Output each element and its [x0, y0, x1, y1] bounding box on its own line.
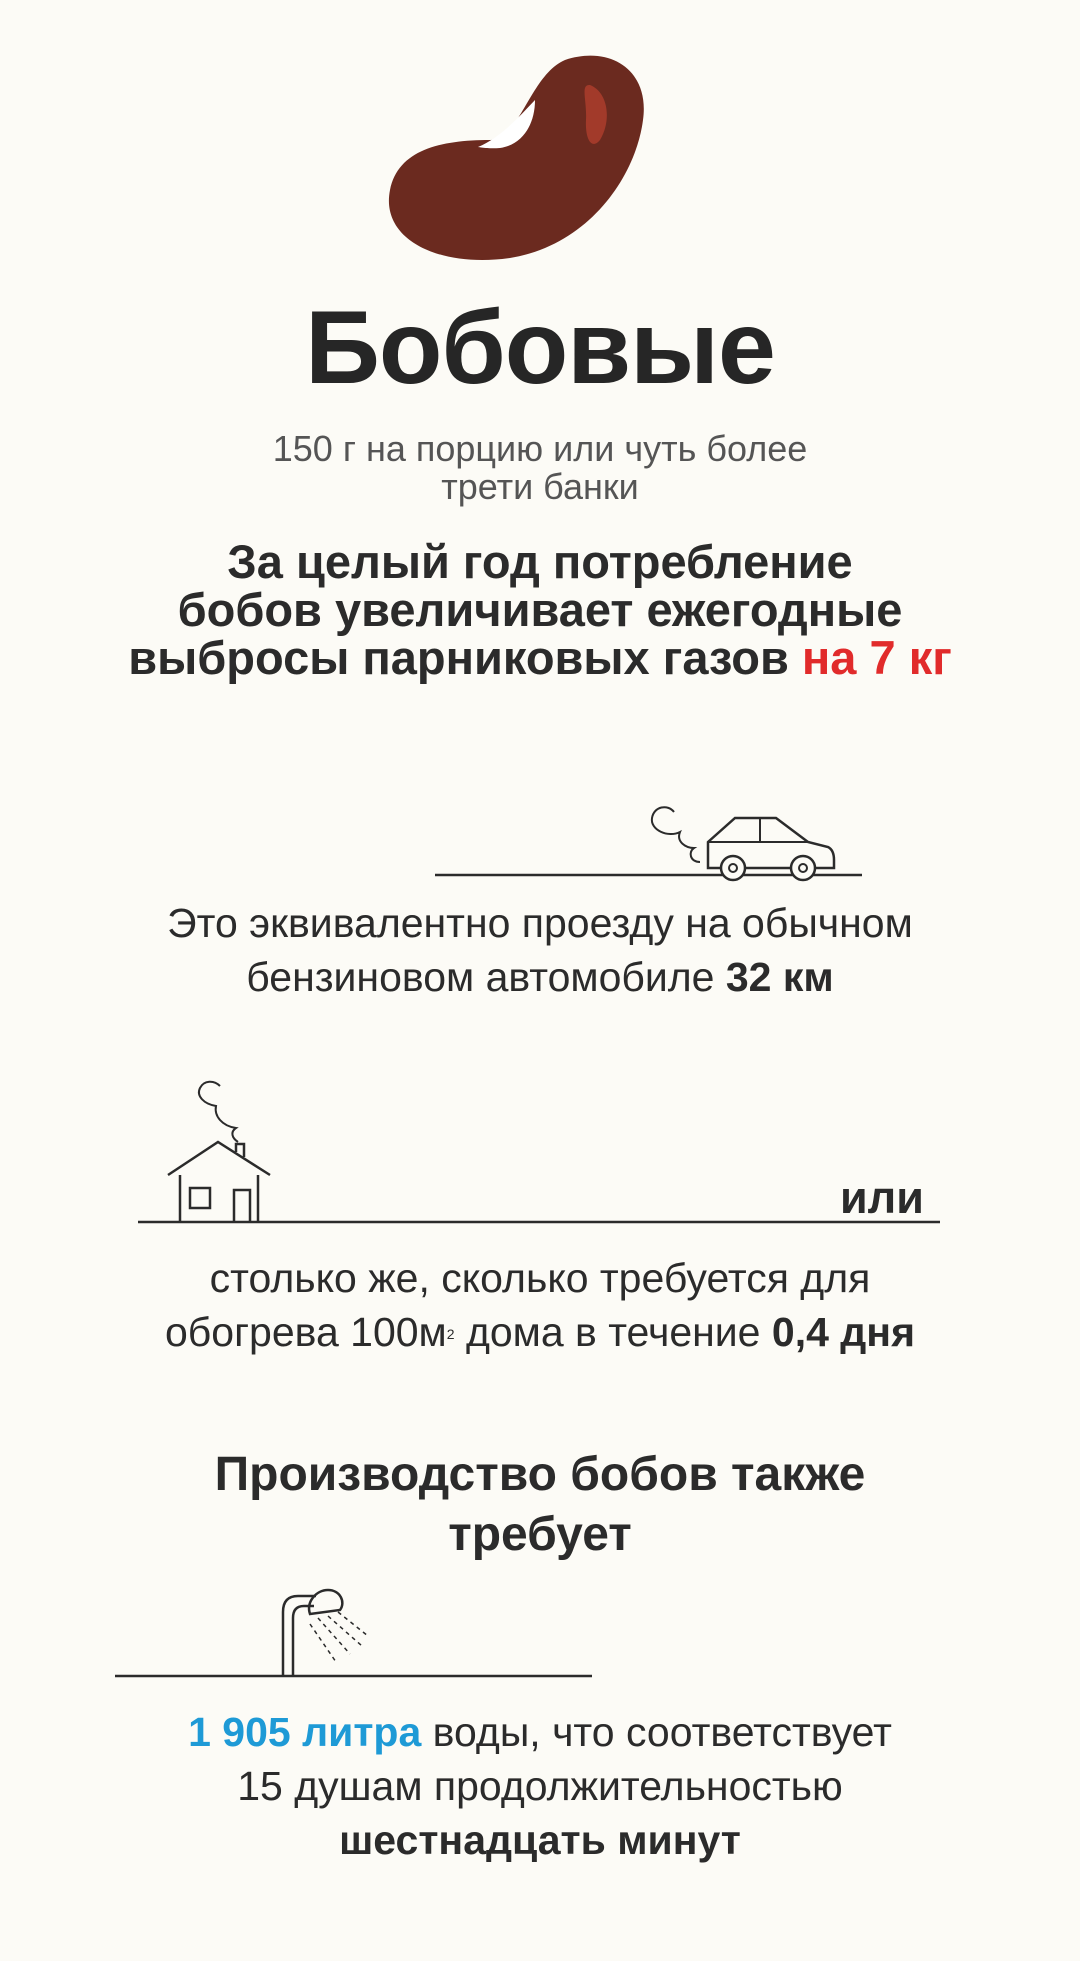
production-line-1: Производство бобов также	[214, 1448, 866, 1501]
headline-line-3	[0, 631, 1080, 684]
bean-icon	[0, 0, 1080, 280]
headline-line-1: За целый год потребление	[227, 535, 853, 588]
water-line-1	[0, 1705, 1080, 1759]
car-line-2-text: бензиновом автомобиле	[246, 954, 726, 1000]
square-superscript: 2	[446, 1326, 455, 1342]
water-value: 1 905 литра	[188, 1709, 422, 1755]
production-heading	[0, 1445, 1080, 1565]
house-line-2-mid: дома в течение	[454, 1309, 772, 1355]
production-line-2: требует	[448, 1508, 632, 1561]
heating-days-value: 0,4 дня	[771, 1309, 915, 1355]
or-label: или	[840, 1172, 924, 1223]
water-line-2: 15 душам продолжительностью	[237, 1763, 843, 1809]
water-equivalent	[0, 1705, 1080, 1867]
shower-icon	[0, 1580, 1080, 1690]
headline-line-2: бобов увеличивает ежегодные	[177, 583, 903, 636]
car-line-2	[0, 950, 1080, 1004]
emissions-headline	[0, 535, 1080, 684]
water-line-1-text: воды, что соответствует	[421, 1709, 892, 1755]
water-line-3: шестнадцать минут	[339, 1817, 741, 1863]
house-line-2-text: обогрева 100м	[164, 1309, 447, 1355]
car-equivalent	[0, 896, 1080, 1004]
house-equivalent	[0, 1251, 1080, 1359]
serving-size	[0, 430, 1080, 506]
car-line-1: Это эквивалентно проезду на обычном	[167, 900, 913, 946]
car-distance-value: 32 км	[725, 954, 834, 1000]
house-line-1: столько же, сколько требуется для	[209, 1255, 871, 1301]
emissions-value: на 7 кг	[801, 631, 952, 684]
page-title: Бобовые	[305, 290, 775, 406]
serving-line-2: трети банки	[441, 466, 639, 507]
serving-line-1: 150 г на порцию или чуть более	[272, 428, 808, 469]
headline-line-3-text: выбросы парниковых газов	[128, 631, 802, 684]
house-line-2	[0, 1305, 1080, 1359]
